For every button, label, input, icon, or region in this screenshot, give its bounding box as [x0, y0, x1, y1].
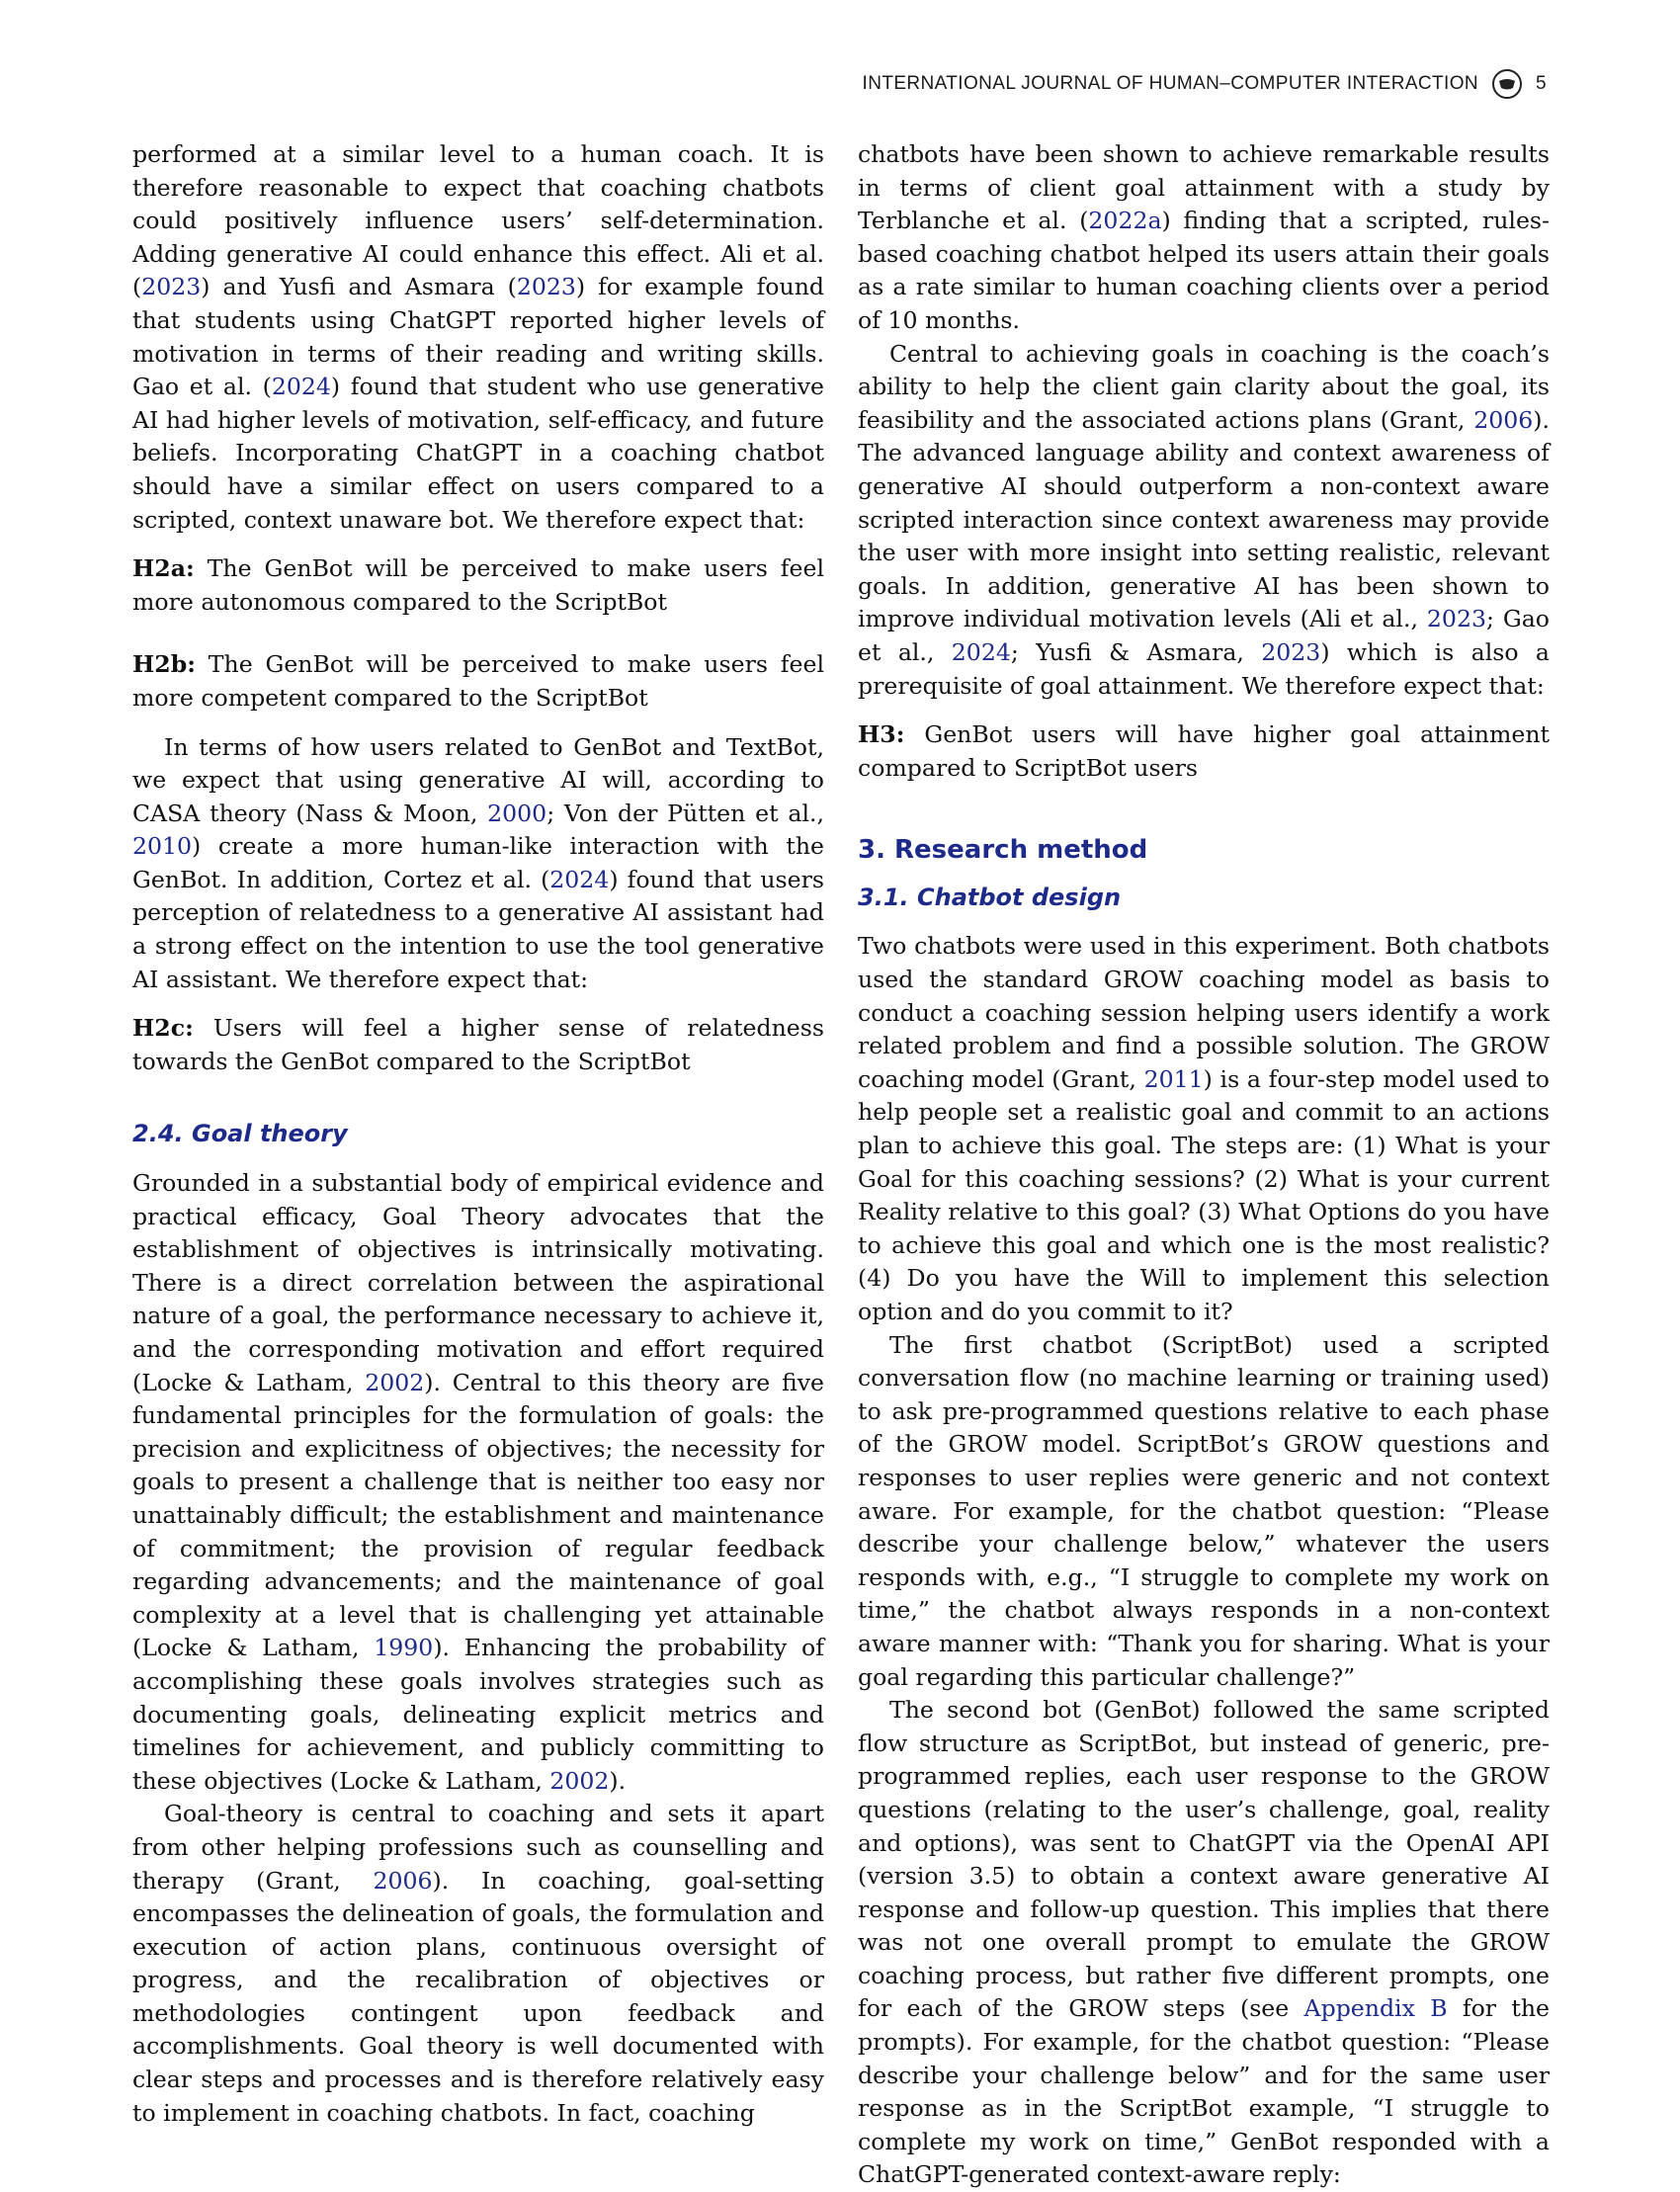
hypothesis-h2b: H2b: The GenBot will be perceived to make users feel more competent compared to the ScriptBot — [132, 650, 824, 712]
appendix-link[interactable]: Appendix B — [1303, 1994, 1448, 2023]
hypothesis-h3: H3: GenBot users will have higher goal attainment compared to ScriptBot users — [858, 720, 1550, 782]
right-column — [858, 138, 1550, 2192]
citation-link[interactable]: 2023 — [516, 273, 576, 301]
page-number: 5 — [1536, 73, 1547, 94]
citation-link[interactable]: 2006 — [373, 1866, 433, 1895]
citation-link[interactable]: 2024 — [549, 865, 610, 893]
paragraph: Goal-theory is central to coaching and sets it apart from other helping professions such as counselling and therapy (Grant, 2006). In coaching, goal-setting encompasses the delineation of goals, the formulation and execution of action plans, continuous oversight of progress, and the recalibration of objectives or methodologies contingent upon feedback and accomplishments. Goal theory is well documented with clear steps and processes and is therefore relatively easy to implement in coaching chatbots. In fact, coaching — [132, 1800, 824, 2127]
hypothesis-h2a: H2a: The GenBot will be perceived to make users feel more autonomous compared to the ScriptBot — [132, 554, 824, 616]
citation-link[interactable]: 2023 — [141, 273, 202, 301]
citation-link[interactable]: 2002 — [365, 1368, 425, 1396]
paragraph: The first chatbot (ScriptBot) used a scripted conversation flow (no machine learning or training used) to ask pre-programmed questions relative to each phase of the GROW model. ScriptBot’s GROW questions and responses to user replies were generic and not context aware. For example, for the chatbot question: “Please describe your challenge below,” whatever the users responds with, e.g., “I struggle to complete my work on time,” the chatbot always responds in a non-context aware manner with: “Thank you for sharing. What is your goal regarding this particular challenge?” — [858, 1330, 1550, 1691]
section-heading-research-method: 3. Research method — [858, 835, 1148, 866]
section-heading-chatbot-design: 3.1. Chatbot design — [858, 883, 1122, 911]
left-column — [132, 138, 824, 2130]
citation-link[interactable]: 2024 — [951, 637, 1011, 666]
paragraph: Central to achieving goals in coaching is the coach’s ability to help the client gain clarity about the goal, its feasibility and the associated actions plans (Grant, 2006). The advanced language ability and context awareness of generative AI should outperform a non-context aware scripted interaction since context awareness may provide the user with more insight into setting realistic, relevant goals. In addition, generative AI has been shown to improve individual motivation levels (Ali et al., 2023; Gao et al., 2024; Yusfi & Asmara, 2023) which is also a prerequisite of goal attainment. We therefore expect that: — [858, 339, 1550, 700]
paragraph: chatbots have been shown to achieve remarkable results in terms of client goal attainment with a study by Terblanche et al. (2022a) finding that a scripted, rules-based coaching chatbot helped its users attain their goals as a rate similar to human coaching clients over a period of 10 months. — [858, 140, 1550, 334]
citation-link[interactable]: 2000 — [487, 799, 547, 827]
hypothesis-h2c: H2c: Users will feel a higher sense of relatedness towards the GenBot compared to the ScriptBot — [132, 1014, 824, 1075]
paragraph: performed at a similar level to a human coach. It is therefore reasonable to expect that coaching chatbots could positively influence users’ self-determination. Adding generative AI could enhance this effect. Ali et al. (2023) and Yusfi and Asmara (2023) for example found that students using ChatGPT reported higher levels of motivation in terms of their reading and writing skills. Gao et al. (2024) found that student who use generative AI had higher levels of motivation, self-efficacy, and future beliefs. Incorporating ChatGPT in a coaching chatbot should have a similar effect on users compared to a scripted, context unaware bot. We therefore expect that: — [132, 140, 824, 534]
paragraph: The second bot (GenBot) followed the same scripted flow structure as ScriptBot, but instead of generic, pre-programmed replies, each user response to the GROW questions (relating to the user’s challenge, goal, reality and options), was sent to ChatGPT via the OpenAI API (version 3.5) to obtain a context aware generative AI response and follow-up question. This implies that there was not one overall prompt to emulate the GROW coaching process, but rather five different prompts, one for each of the GROW steps (see Appendix B for the prompts). For example, for the chatbot question: “Please describe your challenge below” and for the same user response as in the ScriptBot example, “I struggle to complete my work on time,” GenBot responded with a ChatGPT-generated context-aware reply: — [858, 1696, 1551, 2189]
paragraph: Two chatbots were used in this experiment. Both chatbots used the standard GROW coaching model as basis to conduct a coaching session helping users identify a work related problem and find a possible solution. The GROW coaching model (Grant, 2011) is a four-step model used to help people set a realistic goal and commit to an actions plan to achieve this goal. The steps are: (1) What is your Goal for this coaching sessions? (2) What is your current Reality relative to this goal? (3) What Options do you have to achieve this goal and which one is the most realistic? (4) Do you have the Will to implement this selection option and do you commit to it? — [858, 932, 1550, 1325]
section-heading-goal-theory: 2.4. Goal theory — [132, 1120, 348, 1148]
citation-link[interactable]: 2011 — [1143, 1064, 1204, 1093]
citation-link[interactable]: 1990 — [374, 1634, 434, 1662]
citation-link[interactable]: 2023 — [1426, 605, 1486, 633]
journal-logo-icon — [1492, 69, 1522, 99]
citation-link[interactable]: 2023 — [1261, 637, 1321, 666]
paragraph: Grounded in a substantial body of empirical evidence and practical efficacy, Goal Theory advocates that the establishment of objectives is intrinsically motivating. There is a direct correlation between the aspirational nature of a goal, the performance necessary to achieve it, and the corresponding motivation and effort required (Locke & Latham, 2002). Central to this theory are five fundamental principles for the formulation of goals: the precision and explicitness of objectives; the necessity for goals to present a challenge that is neither too easy nor unattainably difficult; the establishment and maintenance of commitment; the provision of regular feedback regarding advancements; and the maintenance of goal complexity at a level that is challenging yet attainable (Locke & Latham, 1990). Enhancing the probability of accomplishing these goals involves strategies such as documenting goals, delineating explicit metrics and timelines for achievement, and publicly committing to these objectives (Locke & Latham, 2002). — [132, 1169, 824, 1795]
citation-link[interactable]: 2002 — [549, 1766, 610, 1795]
citation-link[interactable]: 2022a — [1088, 207, 1162, 235]
citation-link[interactable]: 2006 — [1473, 405, 1534, 434]
citation-link[interactable]: 2010 — [132, 832, 193, 861]
running-head — [863, 69, 1547, 99]
journal-title: INTERNATIONAL JOURNAL OF HUMAN–COMPUTER INTERACTION — [862, 73, 1479, 94]
paragraph: In terms of how users related to GenBot and TextBot, we expect that using generative AI will, according to CASA theory (Nass & Moon, 2000; Von der Pütten et al., 2010) create a more human-like interaction with the GenBot. In addition, Cortez et al. (2024) found that users perception of relatedness to a generative AI assistant had a strong effect on the intention to use the tool generative AI assistant. We therefore expect that: — [132, 732, 824, 993]
citation-link[interactable]: 2024 — [271, 373, 331, 401]
